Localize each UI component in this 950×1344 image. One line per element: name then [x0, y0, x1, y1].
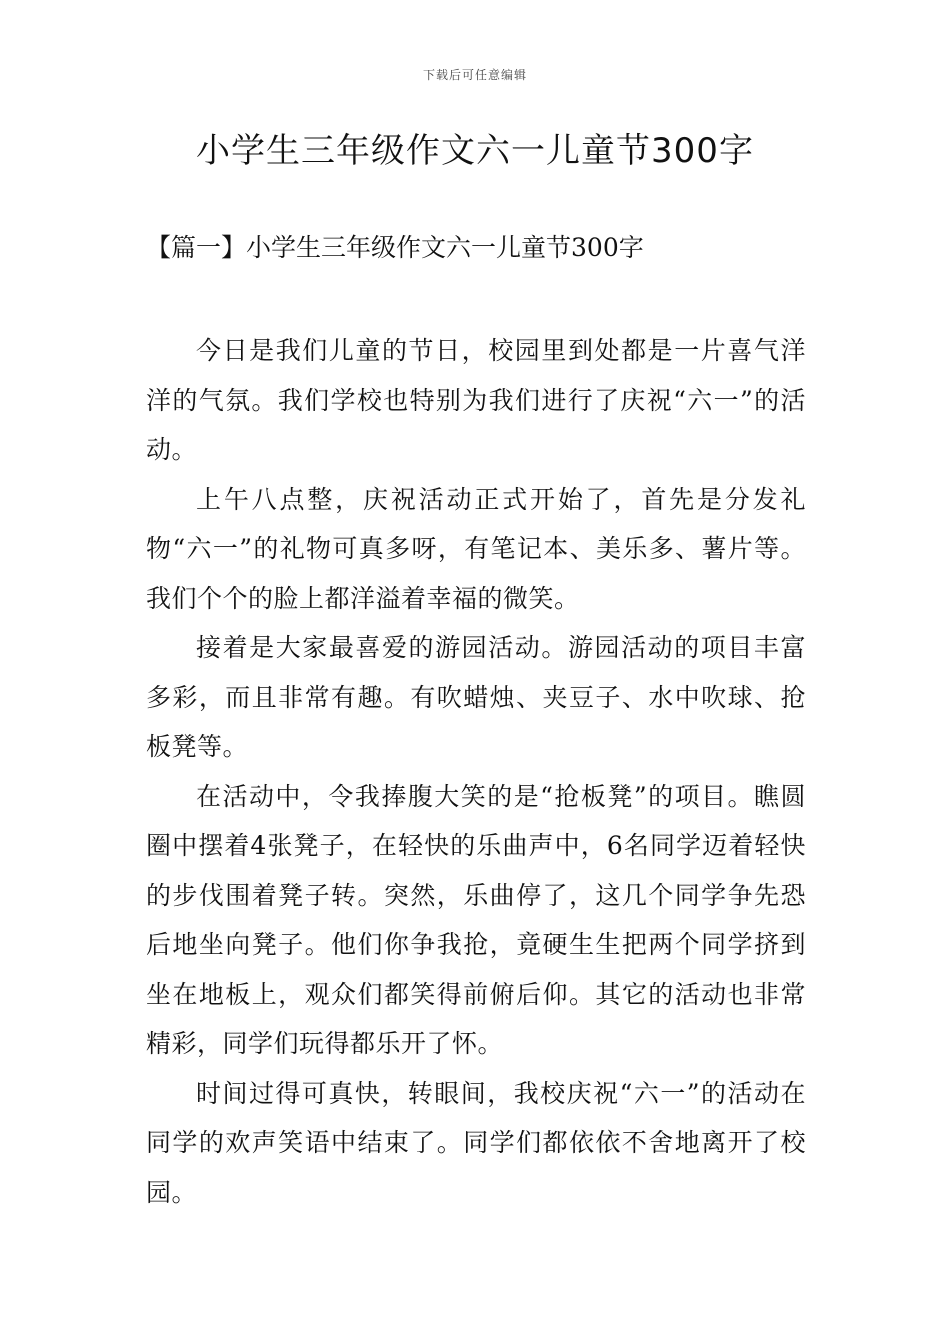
paragraph-3: 接着是大家最喜爱的游园活动。游园活动的项目丰富多彩，而且非常有趣。有吹蜡烛、夹豆子、水中吹球、抢板凳等。: [146, 633, 806, 761]
paragraph-5: 时间过得可真快，转眼间，我校庆祝“六一”的活动在同学的欢声笑语中结束了。同学们都依依不舍地离开了校园。: [146, 1078, 806, 1207]
paragraph-1: 今日是我们儿童的节日，校园里到处都是一片喜气洋洋的气氛。我们学校也特别为我们进行了庆祝“六一”的活动。: [146, 336, 806, 464]
paragraph-4: 在活动中，令我捧腹大笑的是“抢板凳”的项目。瞧圆圈中摆着4张凳子，在轻快的乐曲声中，6名同学迈着轻快的步伐围着凳子转。突然，乐曲停了，这几个同学争先恐后地坐向凳子。他们你争我抢，竟硬生生把两个同学挤到坐在地板上，观众们都笑得前俯后仰。其它的活动也非常精彩，同学们玩得都乐开了怀。: [146, 781, 806, 1058]
header-note: 下载后可任意编辑: [422, 68, 527, 82]
section-heading: 【篇一】小学生三年级作文六一儿童节300字: [146, 233, 644, 262]
essay-body: [146, 326, 806, 1217]
paragraph-2: 上午八点整，庆祝活动正式开始了，首先是分发礼物“六一”的礼物可真多呀，有笔记本、美乐多、薯片等。我们个个的脸上都洋溢着幸福的微笑。: [146, 484, 806, 613]
document-title: 小学生三年级作文六一儿童节300字: [196, 131, 754, 171]
